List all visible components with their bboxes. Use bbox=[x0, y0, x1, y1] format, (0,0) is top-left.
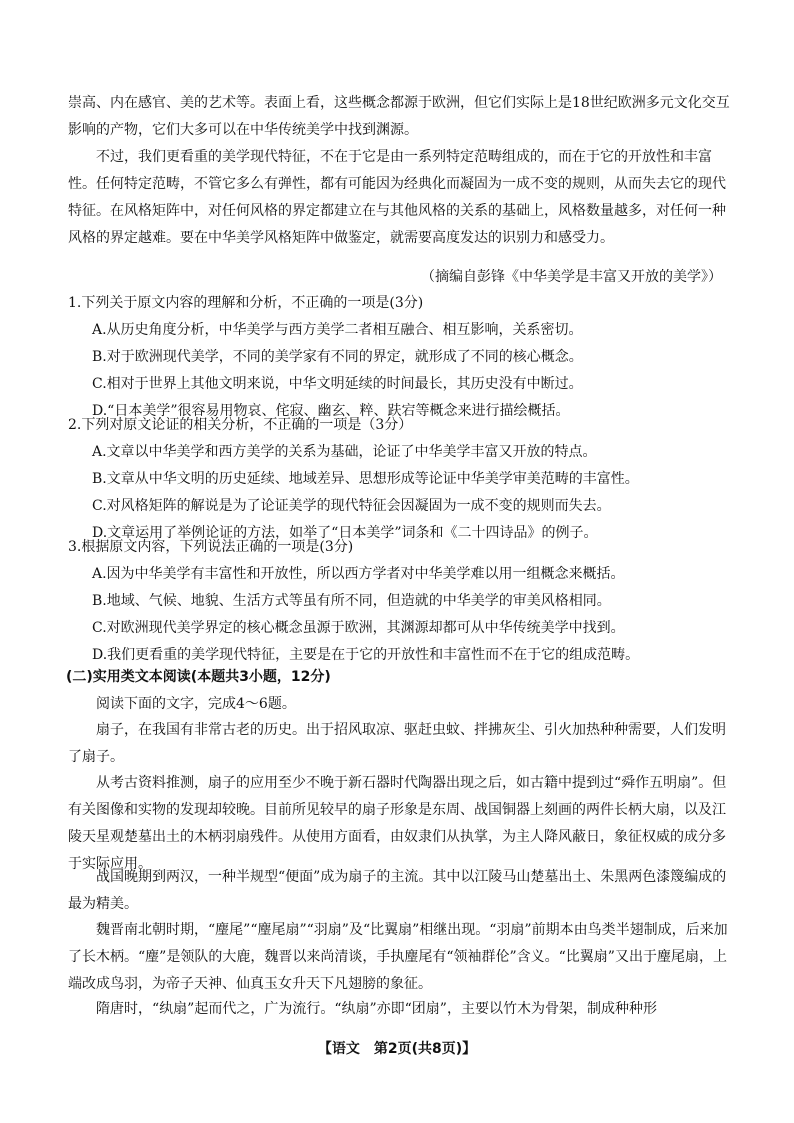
option-a: A.因为中华美学有丰富性和开放性，所以西方学者对中华美学难以用一组概念来概括。 bbox=[92, 566, 625, 582]
section-heading: (二)实用类文本阅读(本题共3小题，12分) bbox=[66, 669, 331, 685]
page-footer: 【语文 第2页(共8页)】 bbox=[317, 1041, 477, 1057]
option-a: A.文章以中华美学和西方美学的关系为基础，论证了中华美学丰富又开放的特点。 bbox=[92, 444, 597, 460]
question-stem: 1.下列关于原文内容的理解和分析，不正确的一项是(3分) bbox=[68, 295, 424, 311]
passage-paragraph: 崇高、内在感官、美的艺术等。表面上看，这些概念都源于欧洲，但它们实际上是18世纪欧洲多元文化交互影响的产物，它们大多可以在中华传统美学中找到渊源。 bbox=[68, 95, 730, 138]
question-stem: 3.根据原文内容，下列说法正确的一项是(3分) bbox=[68, 539, 354, 555]
option-c: C.相对于世界上其他文明来说，中华文明延续的时间最长，其历史没有中断过。 bbox=[92, 376, 583, 392]
question-stem: 2.下列对原文论证的相关分析，不正确的一项是（3分） bbox=[68, 417, 413, 433]
option-a: A.从历史角度分析，中华美学与西方美学二者相互融合、相互影响，关系密切。 bbox=[92, 322, 583, 338]
option-b: B.地域、气候、地貌、生活方式等虽有所不同，但造就的中华美学的审美风格相同。 bbox=[92, 593, 611, 609]
passage-paragraph: 扇子，在我国有非常古老的历史。出于招风取凉、驱赶虫蚊、拌拂灰尘、引火加热种种需要，人们发明了扇子。 bbox=[68, 722, 726, 765]
option-b: B.文章从中华文明的历史延续、地域差异、思想形成等论证中华美学审美范畴的丰富性。 bbox=[92, 471, 639, 487]
option-d: D.“日本美学”很容易用物哀、侘寂、幽玄、粹、趺宕等概念来进行描绘概括。 bbox=[92, 403, 570, 419]
option-d: D.文章运用了举例论证的方法，如举了“日本美学”词条和《二十四诗品》的例子。 bbox=[92, 525, 598, 541]
passage-paragraph: 从考古资料推测，扇子的应用至少不晚于新石器时代陶器出现之后，如古籍中提到过“舜作五明扇”。但有关图像和实物的发现却较晚。目前所见较早的扇子形象是东周、战国铜器上刻画的两件长柄大扇，以及江陵天星观楚墓出土的木柄羽扇残件。从使用方面看，由奴隶们从执掌，为主人降风蔽日，象征权威的成分多于实际应用。 bbox=[68, 775, 727, 872]
option-c: C.对欧洲现代美学界定的核心概念虽源于欧洲，其渊源却都可从中华传统美学中找到。 bbox=[92, 620, 625, 636]
passage-paragraph: 魏晋南北朝时期，“麈尾”“麈尾扇”“羽扇”及“比翼扇”相继出现。“羽扇”前期本由鸟类半翅制成，后来加了长木柄。“麈”是领队的大鹿，魏晋以来尚清谈，手执麈尾有“领袖群伦”含义。“比翼扇”又出于麈尾扇，上端改成鸟羽，为帝子天神、仙真玉女升天下凡翅膀的象征。 bbox=[68, 922, 728, 992]
source-citation: （摘编自彭锋《中华美学是丰富又开放的美学》） bbox=[421, 269, 722, 285]
question-1 bbox=[68, 290, 730, 425]
option-c: C.对风格矩阵的解说是为了论证美学的现代特征会因凝固为一成不变的规则而失去。 bbox=[92, 498, 611, 514]
passage-paragraph: 战国晚期到两汉，一种半规型“便面”成为扇子的主流。其中以江陵马山楚墓出土、朱黑两色漆篾编成的最为精美。 bbox=[68, 869, 727, 912]
passage-paragraph: 不过，我们更看重的美学现代特征，不在于它是由一系列特定范畴组成的，而在于它的开放性和丰富性。任何特定范畴，不管它多么有弹性，都有可能因为经典化而凝固为一成不变的规则，从而失去它的现代特征。在风格矩阵中，对任何风格的界定都建立在与其他风格的关系的基础上，风格数量越多，对任何一种风格的界定越难。要在中华美学风格矩阵中做鉴定，就需要高度发达的识别力和感受力。 bbox=[68, 149, 726, 246]
option-b: B.对于欧洲现代美学，不同的美学家有不同的界定，就形成了不同的核心概念。 bbox=[92, 349, 583, 365]
question-3 bbox=[68, 534, 730, 669]
question-2 bbox=[68, 412, 730, 547]
option-d: D.我们更看重的美学现代特征，主要是在于它的开放性和丰富性而不在于它的组成范畴。 bbox=[92, 647, 640, 663]
instruction-text: 阅读下面的文字，完成4～6题。 bbox=[96, 696, 296, 712]
passage-paragraph: 隋唐时，“纨扇”起而代之，广为流行。“纨扇”亦即“团扇”，主要以竹木为骨架，制成种种形 bbox=[96, 1001, 657, 1017]
